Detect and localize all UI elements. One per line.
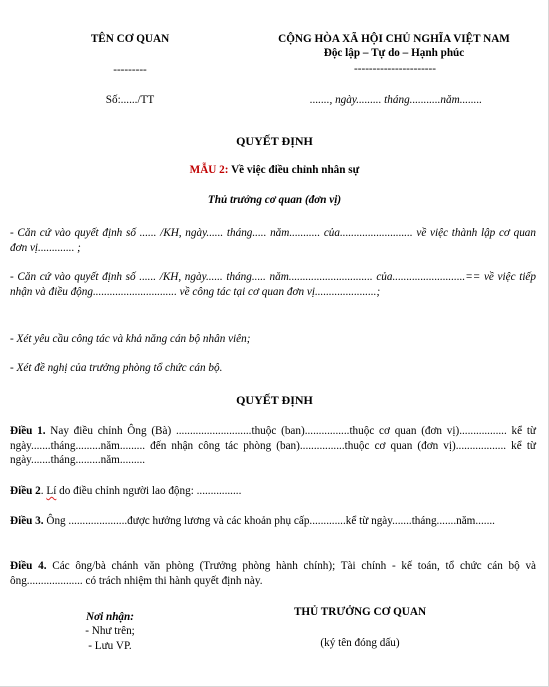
agency-divider: ---------: [113, 64, 147, 76]
article-2-flagged-word: Lí: [46, 485, 57, 497]
issuing-authority: Thủ trưởng cơ quan (đơn vị): [207, 194, 342, 206]
article-2-text: do điều chỉnh người lao động: ................: [56, 485, 242, 497]
republic-name: CỘNG HÒA XÃ HỘI CHỦ NGHĨA VIỆT NAM: [278, 33, 510, 45]
article-4-label: Điều 4.: [10, 560, 47, 572]
signer-note: (ký tên đóng dấu): [320, 637, 400, 649]
article-2-label: Điều 2: [10, 485, 41, 497]
recipients-title: Nơi nhận:: [86, 611, 134, 623]
article-1-label: Điều 1.: [10, 425, 46, 437]
article-2-punct: .: [40, 485, 47, 497]
article-3-text: Ông .....................được hưởng lương và các khoản phụ cấp.............kể từ ngày.......tháng.......năm.......: [43, 515, 495, 527]
agency-name: TÊN CƠ QUAN: [90, 33, 170, 45]
article-1: [10, 424, 536, 468]
recipient-1: - Như trên;: [85, 625, 135, 637]
article-2: [10, 484, 536, 499]
article-4: [10, 559, 536, 588]
recipient-2: - Lưu VP.: [88, 640, 132, 652]
article-3: [10, 514, 536, 529]
article-3-label: Điều 3.: [10, 515, 44, 527]
template-label: MẪU 2:: [189, 164, 229, 176]
document-subtitle: [0, 164, 549, 176]
article-4-text: Các ông/bà chánh văn phòng (Trưởng phòng hành chính); Tài chính - kế toán, tổ chức cán bộ và ông.................... có trách nhiệm thi hành quyết định này.: [10, 560, 536, 587]
decision-heading: QUYẾT ĐỊNH: [236, 393, 313, 407]
national-motto: Độc lập – Tự do – Hạnh phúc: [323, 47, 465, 59]
document-number: Số:....../TT: [105, 94, 155, 106]
recital-4: - Xét đề nghị của trưởng phòng tổ chức cán bộ.: [10, 362, 223, 374]
recital-3: - Xét yêu cầu công tác và khả năng cán bộ nhân viên;: [10, 333, 251, 345]
document-title: QUYẾT ĐỊNH: [236, 134, 313, 148]
subtitle-text: Về việc điều chỉnh nhân sự: [228, 164, 360, 176]
recital-1: - Căn cứ vào quyết định số ...... /KH, ngày...... tháng..... năm........... của.......................... về việc thành lập cơ quan đơn vị............. ;: [10, 227, 536, 254]
article-1-text: Nay điều chỉnh Ông (Bà) ...........................thuộc (ban)................thuộc cơ quan (đơn vị)................. kể từ ngày.......tháng.........năm......... đến nhận công tác phòng (ban)................thuộc cơ quan (đơn vị).................. kể từ ngày.......tháng.........năm.........: [10, 425, 536, 466]
signer-title: THỦ TRƯỞNG CƠ QUAN: [293, 606, 427, 618]
recital-2: - Căn cứ vào quyết định số ...... /KH, ngày...... tháng..... năm.............................. của..........................== về việc tiếp nhận và điều động.............................. về công tác tại cơ quan đơn vị......................;: [10, 271, 536, 298]
motto-divider: ----------------------: [354, 63, 436, 75]
issue-date: ......., ngày......... tháng...........năm........: [309, 94, 483, 106]
